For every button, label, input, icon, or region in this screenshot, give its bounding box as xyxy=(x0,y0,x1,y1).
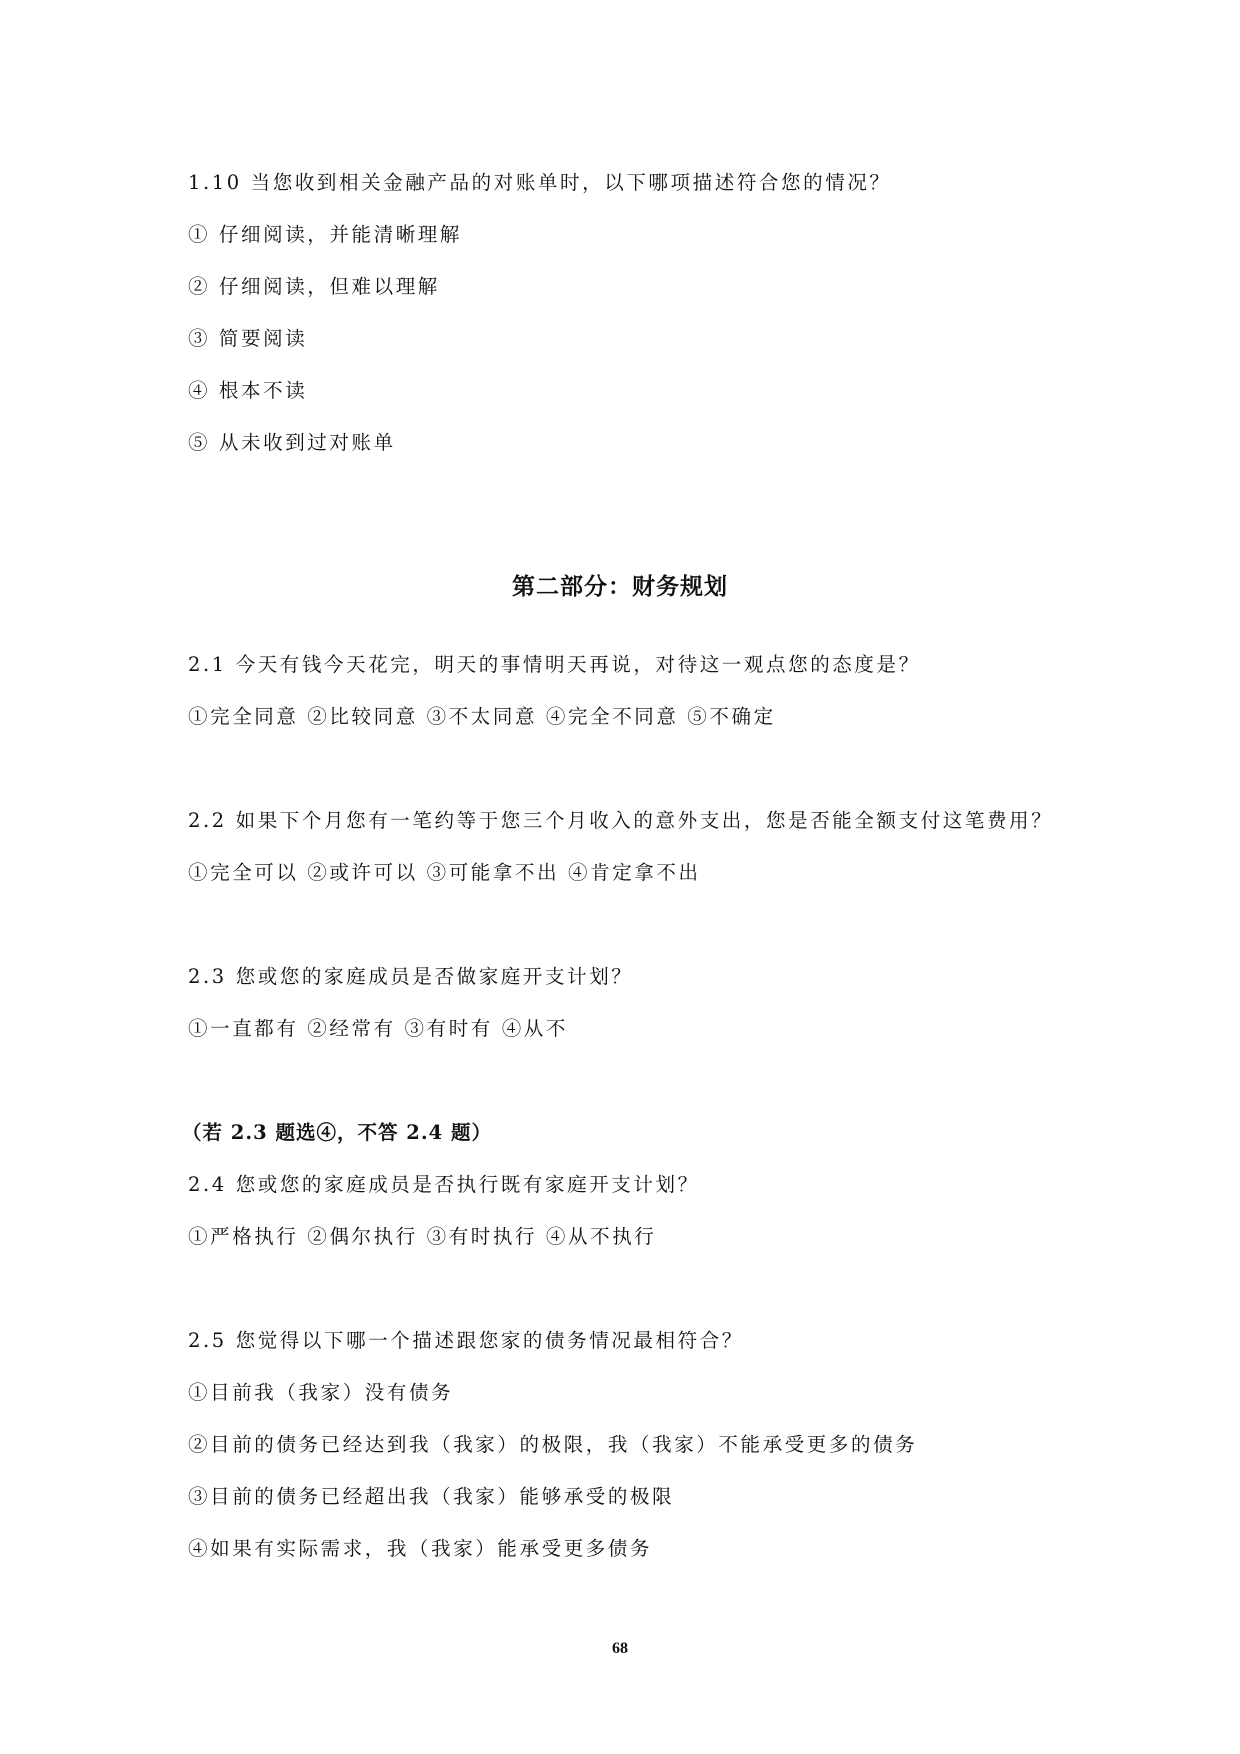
option-1-10-4: ④ 根本不读 xyxy=(188,379,308,402)
option-2-5-1: ①目前我（我家）没有债务 xyxy=(188,1381,454,1404)
option-2-5-2: ②目前的债务已经达到我（我家）的极限，我（我家）不能承受更多的债务 xyxy=(188,1433,918,1456)
option-1-10-1: ① 仔细阅读，并能清晰理解 xyxy=(188,223,462,246)
question-2-5: 2.5 您觉得以下哪一个描述跟您家的债务情况最相符合？ xyxy=(188,1329,744,1352)
skip-note: （若 2.3 题选④，不答 2.4 题） xyxy=(182,1121,493,1144)
question-2-2: 2.2 如果下个月您有一笔约等于您三个月收入的意外支出，您是否能全额支付这笔费用？ xyxy=(188,809,1054,832)
option-1-10-5: ⑤ 从未收到过对账单 xyxy=(188,431,396,454)
question-1-10: 1.10 当您收到相关金融产品的对账单时，以下哪项描述符合您的情况？ xyxy=(188,171,892,194)
options-2-3: ①一直都有 ②经常有 ③有时有 ④从不 xyxy=(188,1017,568,1040)
option-2-5-4: ④如果有实际需求，我（我家）能承受更多债务 xyxy=(188,1537,653,1560)
option-2-5-3: ③目前的债务已经超出我（我家）能够承受的极限 xyxy=(188,1485,675,1508)
option-1-10-2: ② 仔细阅读，但难以理解 xyxy=(188,275,440,298)
option-1-10-3: ③ 简要阅读 xyxy=(188,327,308,350)
options-2-4: ①严格执行 ②偶尔执行 ③有时执行 ④从不执行 xyxy=(188,1225,657,1248)
question-2-3: 2.3 您或您的家庭成员是否做家庭开支计划？ xyxy=(188,965,634,988)
options-2-1: ①完全同意 ②比较同意 ③不太同意 ④完全不同意 ⑤不确定 xyxy=(188,705,776,728)
question-2-4: 2.4 您或您的家庭成员是否执行既有家庭开支计划？ xyxy=(188,1173,700,1196)
page-number: 68 xyxy=(612,1640,628,1657)
options-2-2: ①完全可以 ②或许可以 ③可能拿不出 ④肯定拿不出 xyxy=(188,861,701,884)
section-title: 第二部分：财务规划 xyxy=(512,574,728,600)
question-2-1: 2.1 今天有钱今天花完，明天的事情明天再说，对待这一观点您的态度是？ xyxy=(188,653,921,676)
